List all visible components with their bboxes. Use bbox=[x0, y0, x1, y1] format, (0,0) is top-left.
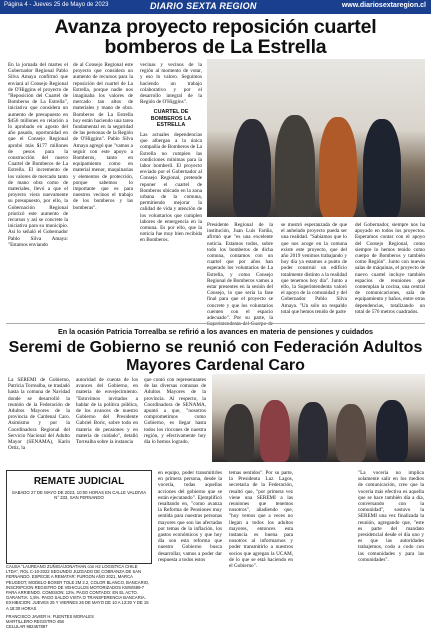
article2-column-1: La SEREMI de Gobierno, Patricia Torrealba, se trasladó hasta la comuna de Navidad donde se desarrolló la reunión de la Federación de Adultos Mayores de la provincia de Cardenal Caro. Asimismo y por la Coordinadora Regional del Servicio Nacional del Adulto Mayor (SENAMA), Karin Ortiz, la bbox=[8, 377, 70, 452]
article1-column-4: Presidente Regional de la institución, Juan Luis Fariña, afirmó que "es una excelente noticia. Estamos todos, sobre todo los bomberos de dicha comuna, contamos con un cuartel que por años han esperado los voluntarios de La Estrella, y como Consejo Regional de Bomberos vamos a estar presentes en la sesión del Consejo, lo que sería la fase final para que el proyecto se concrete y que los voluntarios cuenten con el espacio adecuado". Por su parte, la bbox=[207, 222, 273, 322]
article1-title: Avanza proyecto reposición cuartel bomberos de La Estrella bbox=[54, 16, 377, 58]
page-info: Página 4 - Jueves 25 de Mayo de 2023 bbox=[4, 2, 109, 8]
masthead-bar bbox=[0, 0, 431, 14]
notice-title: REMATE JUDICIAL bbox=[33, 476, 125, 487]
article2-column-5: temas sentidos". Por su parte, la Presidenta Luz Lagos, secretaria de la Federación, resaltó que, "por primera vez viene una SEREMI a las reuniones que tenemos nosotros", añadiendo que, "hoy vemos que a veces no llegan a todos los adultos mayores, entonces esta instancia es buena para nosotros al informarnos y poder transmitirlo a nuestros socios que agregan la UCAM, de lo que se está haciendo en el Gobierno". bbox=[229, 470, 293, 570]
website-link[interactable]: www.diariosextaregion.cl bbox=[341, 2, 426, 9]
article2-photo bbox=[212, 374, 425, 462]
article1-column-2: de al Consejo Regional este proyecto que considera un aumento de recursos para la reposición del cuartel de La Estrella, porque nadie nos imaginaba los valores de mercado tan altos de materiales y mano de obra. Bomberos de La Estrella hoy están haciendo una tarea fundamental en la seguridad de las personas de la Región de O'Higgins". Pablo Silva Amaya agregó que "vamos a seguir con este apoyo a Bomberos, tanto en equipamiento como en material menor, maquinarias y elementos de protección, porque sabemos lo importante que es para nuestros vecinos el trabajo de los bomberos y las bomberas". bbox=[73, 62, 133, 211]
article2-column-3: que contó con representantes de las diversas comunas de Adultos Mayores de la provincia. Al respecto, la Coordinadora de SENAMA, apuntó a que, "nosotros comprometimos como Gobierno, es llegar hasta todos los rincones de nuestra región, y efectivamente hoy día lo hemos logrado, bbox=[144, 377, 206, 446]
article1-photo bbox=[207, 59, 425, 217]
article2-column-4: en equipo, poder transmitirles en primera persona, desde la vocería, todas aquellas acciones del gobierno que se están ejecutando". Ejemplificó resaltando en, "como avanza la Reforma de Pensiones muy sentida para nuestras personas mayores que son las afectadas por temas de la inflación, los gastos económicos y que hoy día son esta reforma que nuestro Gobierno busca desarrollar, vamos a poder dar respuesta a todos estos bbox=[158, 470, 222, 563]
article1-column-5: se mostró esperanzada de que el anhelado proyecto pueda ser una realidad. "Sabíamos que lo que nos acoge en la comuna existe este proyecto, que del año 2019 venimos trabajando y hoy día ya estamos a punto de poder construir un edificio totalmente distinto a la realidad que tenemos hoy día". Junto a ello, la Superintendenta valoró el apoyo de la comunidad y del Gobernador Pablo Silva Amaya. "Un sólo un respaldo total que hemos tenido de parte bbox=[281, 222, 347, 315]
notice-registry: MARTILLERO REGISTRO 458 bbox=[6, 619, 64, 625]
article1-column-6: del Gobernador, siempre nos ha apoyado en todos los proyectos. Esperamos contar con el apoyo del Consejo Regional, como siempre lo hemos tenido como cuerpo de Bomberos y también como Región". Junto con nuevas salas de máquinas, el proyecto de nuevo cuartel incluye también espacios de reuniones que contemplan la cocina, una central de comunicaciones, sala de equipamiento y baños, entre otras dependencias, totalizando un total de 576 metros cuadrados. bbox=[355, 222, 425, 315]
legal-notice-box bbox=[6, 470, 152, 564]
article1-subhead: CUARTEL DE BOMBEROS LA ESTRELLA bbox=[150, 109, 192, 129]
article2-kicker: En la ocasión Patricia Torrealba se refirió a los avances en materia de pensiones y cuidados bbox=[57, 327, 374, 336]
article2-column-2: autoridad de cuenta de los avances del Gobierno, en materia de envejecimiento. "Estuvimos invitados a hablar de la política pública, de los avances de nuestro Gobierno del Presidente Gabriel Boric, sobre todo en materia de pensiones y en materia de cuidado", detalló Torrealba sobre la instancia bbox=[76, 377, 138, 446]
notice-phone: CELULAR 982457887 bbox=[6, 624, 48, 630]
newspaper-name: DIARIO SEXTA REGION bbox=[150, 1, 257, 11]
article2-title: Seremi de Gobierno se reunió con Federación Adultos Mayores Cardenal Caro bbox=[8, 339, 423, 374]
notice-body: CAUSA "LAUREANO ZUÑIGA/JONATHAN con H2 LOGISTICA CHILE LTDA", ROL C-10-2022 SEGUNDO JUZGADO DE COBRANZA DE SAN FERNANDO. ESPECIE A REMATAR: FURGON AÑO 2021, MARCA PEUGEOT, MODELO BOXER TOLE 2M 2.2, COLOR BLANCO, BANCARIO, INSCRIPCION REGISTRO DE VEHICULOS MOTORIZADOS KWWS89-7 PARA ARRIENDO. COMISION: 12%. PAGO CONTADO: EN EL ACTO. GARANTIA: 1,5%. PAGO SALDO VISTA O TRANSFERENCIA BANCARIA. EXHIBICION: JUEVES 25 Y VIERNES 26 DE MAYO DE 10 A 13:30 Y DE 15 A 18:30 HORAS FRANCISCO JAVIER H. FUENTES MORALES MARTILLERO REGISTRO 458 CELULAR 982457887 bbox=[6, 564, 150, 630]
article2-column-6: "La vocería no implica solamente salir en los medios de comunicación, creo que la vocería más efectiva es aquella que se hace también día a día, conversando con la comunidad", sostuvo la SEREMI una vez finalizada la reunión, agregando que, "este es parte del mandato presidencial desde el día uno y es que las autoridades trabajemos, codo a codo con las comunidades y para las comunidades". bbox=[358, 470, 424, 563]
notice-signature: FRANCISCO JAVIER H. FUENTES MORALES bbox=[6, 613, 94, 619]
article1-column-1: En la jornada del martes el Gobernador Regional Pablo Silva Amaya confirmó que enviará al Consejo Regional de O'Higgins el proyecto de "Reposición del Cuartel de Bomberos de La Estrella", iniciativa que considera un aumento de presupuesto en $456 millones en relación a lo aprobado en agosto del año pasado, oportunidad en que el Consejo Regional aprobó más $177 millones de pesos para la construcción del nuevo Cuartel de Bomberos de La Estrella. El incremento de los valores de mercado tanto de mano obra como de materiales, llevó a que el proyecto viera nuevamente su presupuesto, por ello, la Gobernación Regional priorizó este aumento de recursos y así se concrete la iniciativa para su municipio. Así lo señaló el Gobernador Pablo Silva Amaya: "Estamos enviando bbox=[8, 62, 68, 248]
article1-column-3: vecinas y vecinos de la región al momento de votar, y eso lo valoro. Seguimos haciendo un trabajo colaborativo y por el desarrollo integral de la Región de O'Higgins". CUARTEL DE BOMBEROS LA ESTRELLA Las actuales dependencias que albergan a la única compañía de Bomberos de La Estrella no cumplen las condiciones mínimas para la labor bomberil. El proyecto enviado por el Gobernador al Consejo Regional, pretende reponer el cuartel de Bomberos ubicado en la zona urbana de la comuna, permitiendo mejorar la calidad de vida y atención de los voluntarios que cumplen labores de emergencia en la comuna. Es por ello, que la noticia fue muy bien recibida en Bomberos. bbox=[140, 62, 202, 244]
section-divider bbox=[6, 323, 425, 324]
notice-date-line: SABADO 27 DE MAYO DE 2023, 10:00 HORAS EN CALLE VALDIVIA N° 333, SAN FERNANDO bbox=[11, 490, 147, 501]
